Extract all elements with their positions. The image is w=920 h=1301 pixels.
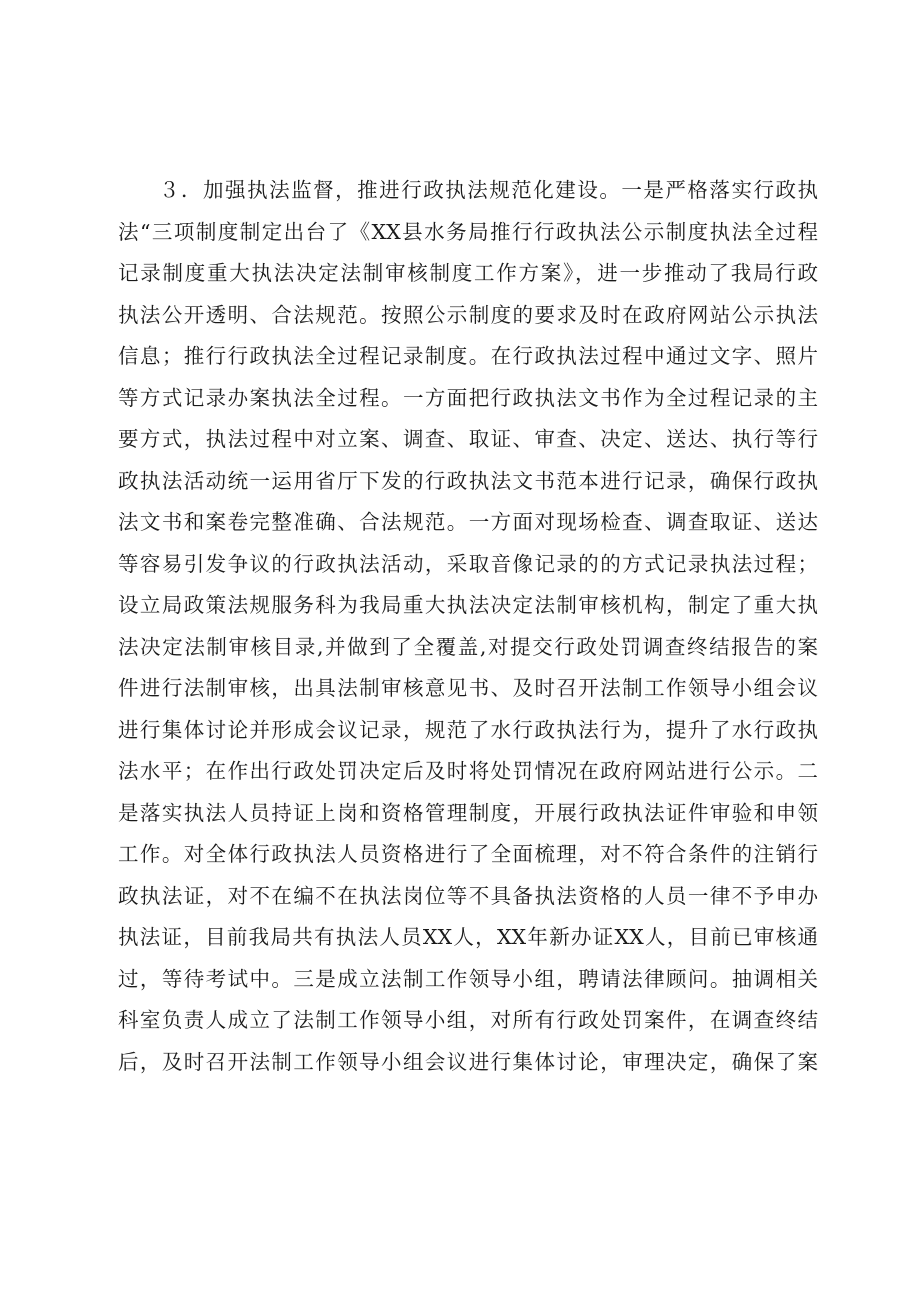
text-line: 法文书和案卷完整准确、合法规范。一方面对现场检查、调查取证、送达 — [118, 510, 818, 534]
text-line: 科室负责人成立了法制工作领导小组，对所有行政处罚案件，在调查终结 — [118, 1008, 818, 1032]
text-line: 工作。对全体行政执法人员资格进行了全面梳理，对不符合条件的注销行 — [118, 842, 818, 866]
text-line: 进行集体讨论并形成会议记录，规范了水行政执法行为，提升了水行政执 — [118, 717, 818, 742]
text-line: 法“三项制度制定出台了《XX县水务局推行行政执法公示制度执法全过程 — [118, 219, 818, 244]
text-line: 等方式记录办案执法全过程。一方面把行政执法文书作为全过程记录的主 — [118, 385, 818, 410]
text-line: 件进行法制审核，出具法制审核意见书、及时召开法制工作领导小组会议 — [118, 676, 818, 700]
text-line: 要方式，执法过程中对立案、调查、取证、审查、决定、送达、执行等行 — [118, 427, 818, 451]
text-line: 执法证，目前我局共有执法人员XX人，XX年新办证XX人，目前已审核通 — [118, 925, 818, 949]
text-line: 后，及时召开法制工作领导小组会议进行集体讨论，审理决定，确保了案 — [118, 1049, 818, 1074]
text-line: 执法公开透明、合法规范。按照公示制度的要求及时在政府网站公示执法 — [118, 302, 818, 327]
text-line: 等容易引发争议的行政执法活动，采取音像记录的的方式记录执法过程； — [118, 551, 818, 576]
body-paragraph — [118, 170, 818, 1083]
text-line: 设立局政策法规服务科为我局重大执法决定法制审核机构，制定了重大执 — [118, 593, 818, 617]
text-line: 法水平；在作出行政处罚决定后及时将处罚情况在政府网站进行公示。二 — [118, 759, 818, 783]
text-line: 过，等待考试中。三是成立法制工作领导小组，聘请法律顾问。抽调相关 — [118, 966, 818, 991]
text-line: 信息；推行行政执法全过程记录制度。在行政执法过程中通过文字、照片 — [118, 344, 818, 368]
text-line: 是落实执法人员持证上岗和资格管理制度，开展行政执法证件审验和申领 — [118, 800, 818, 825]
text-line: 法决定法制审核目录,并做到了全覆盖,对提交行政处罚调查终结报告的案 — [118, 634, 818, 659]
text-line: 记录制度重大执法决定法制审核制度工作方案》，进一步推动了我局行政 — [118, 261, 818, 285]
text-line: ３．加强执法监督，推进行政执法规范化建设。一是严格落实行政执 — [159, 178, 818, 202]
text-line: 政执法活动统一运用省厅下发的行政执法文书范本进行记录，确保行政执 — [118, 468, 818, 493]
text-line: 政执法证，对不在编不在执法岗位等不具备执法资格的人员一律不予申办 — [118, 883, 818, 908]
